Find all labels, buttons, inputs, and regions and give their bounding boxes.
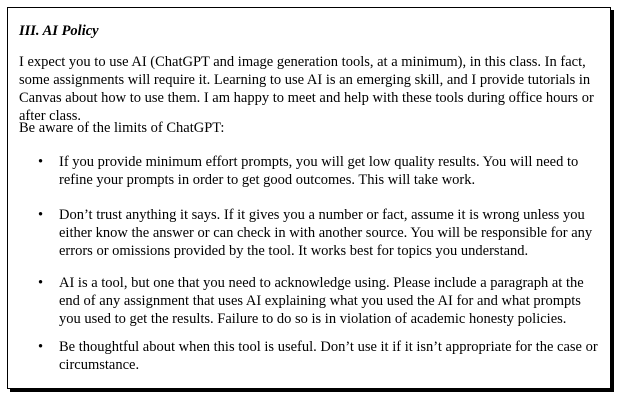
bullet-icon: • <box>38 275 44 291</box>
bullet-icon: • <box>38 207 44 223</box>
bullet-icon: • <box>38 154 44 170</box>
section-heading: III. AI Policy <box>19 23 99 39</box>
intro-paragraph: I expect you to use AI (ChatGPT and image generation tools, at a minimum), in this class. In fact, some assignments will require it. Learning to use AI is an emerging skill, and I provide tutorials in Canvas about how to use them. I am happy to meet and help with these tools during office hours or after class. <box>19 54 594 124</box>
policy-box <box>7 7 611 389</box>
bullet-icon: • <box>38 339 44 355</box>
list-item-text: If you provide minimum effort prompts, you will get low quality results. You will need to refine your prompts in order to get good outcomes. This will take work. <box>59 154 579 188</box>
list-item-text: AI is a tool, but one that you need to acknowledge using. Please include a paragraph at the end of any assignment that uses AI explaining what you used the AI for and what prompts you used to get the results. Failure to do so is in violation of academic honesty policies. <box>59 275 584 327</box>
list-item-text: Be thoughtful about when this tool is useful. Don’t use it if it isn’t appropriate for the case or circumstance. <box>59 339 598 373</box>
limits-paragraph: Be aware of the limits of ChatGPT: <box>19 120 225 136</box>
list-item-text: Don’t trust anything it says. If it gives you a number or fact, assume it is wrong unless you either know the answer or can check in with another source. You will be responsible for any errors or omissions provided by the tool. It works best for topics you understand. <box>59 207 593 259</box>
